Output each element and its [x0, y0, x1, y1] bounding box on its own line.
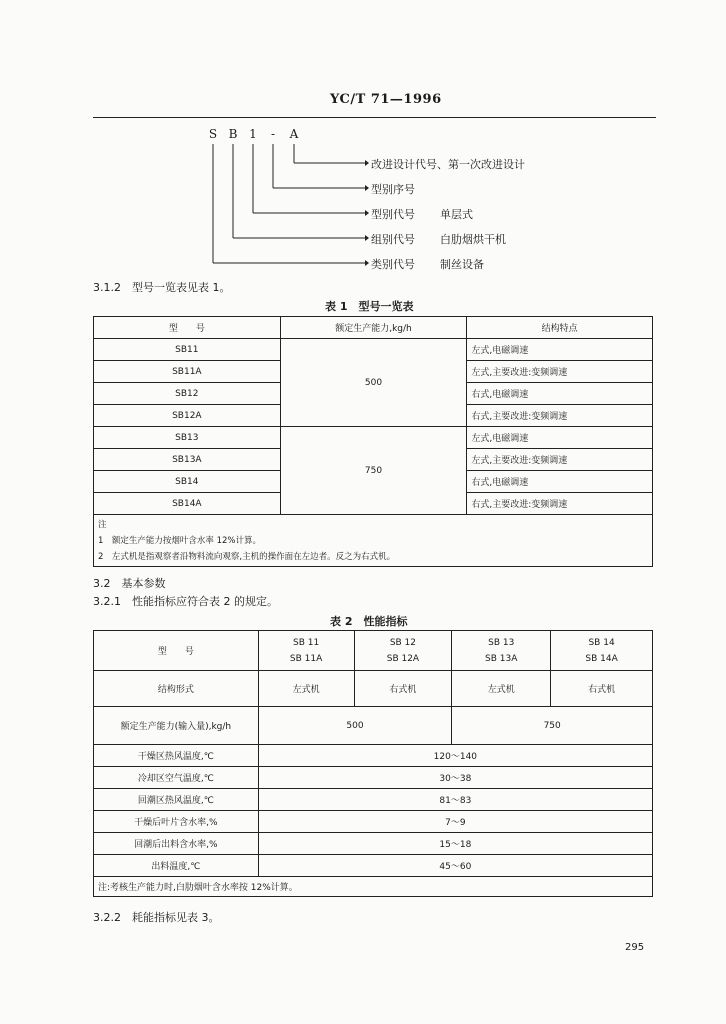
table2-model-line: SB 11	[293, 637, 320, 648]
table2-capacity-label: 额定生产能力(输入量),kg/h	[94, 707, 259, 745]
section-3-2-1: 3.2.1 性能指标应符合表 2 的规定。	[93, 595, 278, 608]
table2-capacity-b: 750	[452, 707, 653, 745]
table1-model-cell: SB14	[94, 471, 281, 493]
table2-param-value: 30～38	[258, 767, 652, 789]
table1-header-capacity: 额定生产能力,kg/h	[280, 317, 467, 339]
code-letter-serial: -	[270, 127, 276, 141]
table2-param-value: 7～9	[258, 811, 652, 833]
label-category-value: 制丝设备	[440, 258, 484, 271]
section-3-1-2: 3.1.2 型号一览表见表 1。	[93, 281, 231, 294]
table2-param-value: 45～60	[258, 855, 652, 877]
code-letter-revision: A	[289, 127, 299, 141]
label-category-code: 类别代号	[371, 258, 415, 271]
table1-note-heading: 注	[98, 520, 107, 530]
label-revision-code: 改进设计代号、第一次改进设计	[371, 158, 525, 171]
table1-feature-cell: 右式,主要改进:变频调速	[467, 405, 653, 427]
label-group-code: 组别代号	[371, 233, 415, 246]
table2-param-label: 回潮后出料含水率,%	[94, 833, 259, 855]
table2-model-line: SB 11A	[289, 653, 323, 664]
table2-model-line: SB 14A	[585, 653, 618, 664]
table2-note: 注:考核生产能力时,白肋烟叶含水率按 12%计算。	[94, 877, 653, 897]
table1-feature-cell: 左式,电磁调速	[467, 339, 653, 361]
label-type-value: 单层式	[440, 208, 473, 221]
section-3-2-2: 3.2.2 耗能指标见表 3。	[93, 911, 220, 924]
table2-caption: 表 2 性能指标	[330, 615, 408, 628]
table1-feature-cell: 左式,主要改进:变频调速	[467, 361, 653, 383]
table1-header-feature: 结构特点	[467, 317, 653, 339]
table2-capacity-a: 500	[258, 707, 452, 745]
table2-param-value: 81～83	[258, 789, 652, 811]
table2-model-line: SB 12	[389, 637, 417, 648]
table1-model-cell: SB11A	[94, 361, 281, 383]
table1-header-model: 型 号	[94, 317, 281, 339]
code-letter-category: S	[208, 127, 218, 141]
table1-model-cell: SB11	[94, 339, 281, 361]
table2-model-col	[551, 631, 653, 671]
table1-model-cell: SB13A	[94, 449, 281, 471]
table2-model-col	[354, 631, 452, 671]
table2-model-line: SB 12A	[386, 653, 420, 664]
table2-model-label: 型 号	[94, 631, 259, 671]
page-number: 295	[625, 942, 645, 953]
table2-param-label: 出料温度,℃	[94, 855, 259, 877]
model-code-diagram	[0, 0, 726, 290]
table2-model-line: SB 13	[488, 637, 515, 648]
table2-param-value: 15～18	[258, 833, 652, 855]
label-serial-code: 型别序号	[371, 183, 415, 196]
table1-notes	[94, 515, 653, 567]
table2-structure-cell: 右式机	[551, 671, 653, 707]
section-3-2: 3.2 基本参数	[93, 577, 166, 590]
table2-param-label: 回潮区热风温度,℃	[94, 789, 259, 811]
table1-note-2: 2 左式机是指观察者沿物料流向观察,主机的操作面在左边者。反之为右式机。	[98, 552, 396, 562]
table1-model-cell: SB13	[94, 427, 281, 449]
code-diagram-lines	[0, 0, 726, 290]
table1-feature-cell: 左式,主要改进:变频调速	[467, 449, 653, 471]
table2-param-label: 干燥区热风温度,℃	[94, 745, 259, 767]
table2-model-line: SB 14	[588, 637, 615, 648]
table1-model-list	[93, 316, 653, 567]
table2-structure-cell: 右式机	[354, 671, 452, 707]
table1-note-1: 1 额定生产能力按烟叶含水率 12%计算。	[98, 536, 262, 546]
table2-structure-cell: 左式机	[258, 671, 354, 707]
code-letter-group: B	[228, 127, 238, 141]
table1-feature-cell: 右式,电磁调速	[467, 471, 653, 493]
table2-structure-label: 结构形式	[94, 671, 259, 707]
table1-capacity-group1: 500	[280, 339, 467, 427]
table2-param-label: 冷却区空气温度,℃	[94, 767, 259, 789]
table1-model-cell: SB12A	[94, 405, 281, 427]
table1-capacity-group2: 750	[280, 427, 467, 515]
standard-number: YC/T 71—1996	[330, 92, 442, 107]
label-group-value: 白肋烟烘干机	[440, 233, 506, 246]
table2-param-label: 干燥后叶片含水率,%	[94, 811, 259, 833]
table2-model-col	[452, 631, 551, 671]
table2-model-line: SB 13A	[485, 653, 518, 664]
table1-feature-cell: 右式,电磁调速	[467, 383, 653, 405]
table1-model-cell: SB14A	[94, 493, 281, 515]
label-type-code: 型别代号	[371, 208, 415, 221]
table2-param-value: 120～140	[258, 745, 652, 767]
table2-structure-cell: 左式机	[452, 671, 551, 707]
code-letter-type: 1	[249, 127, 257, 141]
table1-caption: 表 1 型号一览表	[325, 300, 414, 313]
table1-feature-cell: 左式,电磁调速	[467, 427, 653, 449]
table1-feature-cell: 右式,主要改进:变频调速	[467, 493, 653, 515]
table1-model-cell: SB12	[94, 383, 281, 405]
table2-performance	[93, 630, 653, 897]
table2-model-col	[258, 631, 354, 671]
